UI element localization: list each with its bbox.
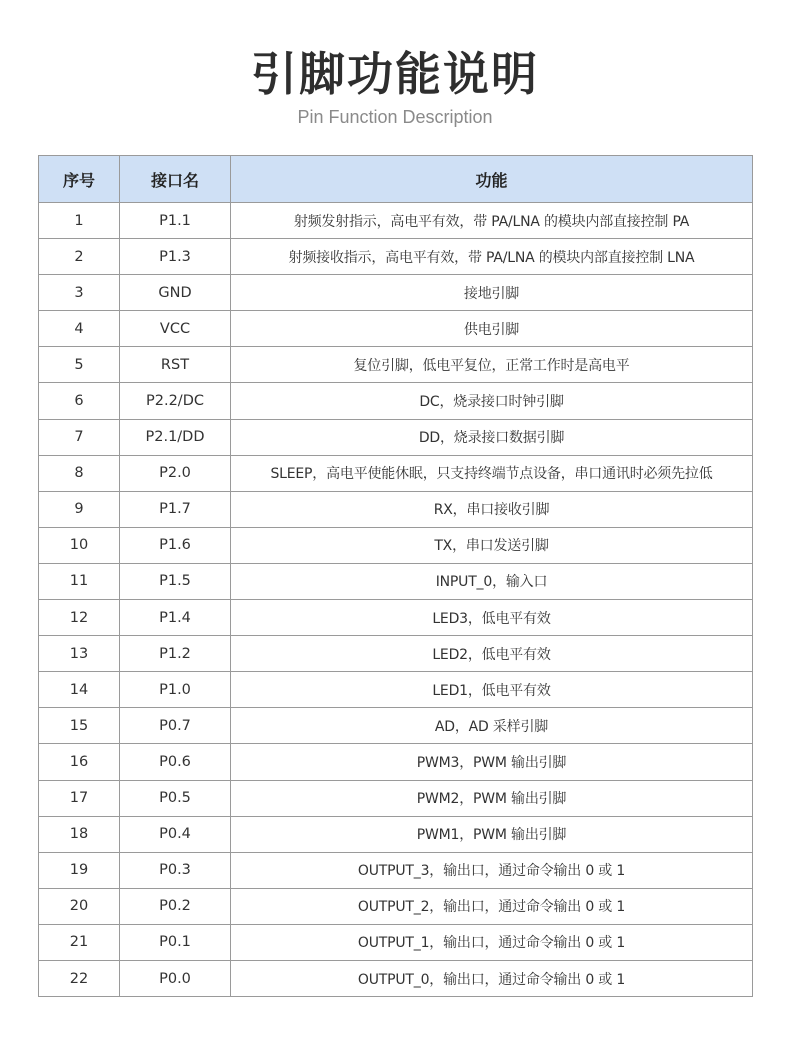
pin-index-cell: 7 (39, 419, 120, 455)
table-row (39, 347, 753, 383)
pin-name-cell: P0.1 (120, 924, 231, 960)
pin-function-cell: OUTPUT_3，输出口，通过命令输出 0 或 1 (231, 852, 753, 888)
pin-index-cell: 11 (39, 563, 120, 599)
pin-index-cell: 9 (39, 491, 120, 527)
table-row (39, 600, 753, 636)
pin-name-cell: P0.6 (120, 744, 231, 780)
pin-name-cell: P1.2 (120, 636, 231, 672)
table-row (39, 744, 753, 780)
table-row (39, 239, 753, 275)
pin-function-cell: 复位引脚，低电平复位，正常工作时是高电平 (231, 347, 753, 383)
pin-function-cell: PWM1，PWM 输出引脚 (231, 816, 753, 852)
pin-function-cell: DD，烧录接口数据引脚 (231, 419, 753, 455)
pin-function-cell: LED2，低电平有效 (231, 636, 753, 672)
pin-function-cell: PWM3，PWM 输出引脚 (231, 744, 753, 780)
pin-index-cell: 14 (39, 672, 120, 708)
pin-index-cell: 16 (39, 744, 120, 780)
table-row (39, 383, 753, 419)
pin-name-cell: RST (120, 347, 231, 383)
pin-index-cell: 12 (39, 600, 120, 636)
pin-function-cell: OUTPUT_2，输出口，通过命令输出 0 或 1 (231, 888, 753, 924)
pin-index-cell: 8 (39, 455, 120, 491)
table-row (39, 924, 753, 960)
table-row (39, 203, 753, 239)
table-row (39, 491, 753, 527)
table-row (39, 527, 753, 563)
pin-index-cell: 2 (39, 239, 120, 275)
pin-name-cell: P1.3 (120, 239, 231, 275)
table-row (39, 888, 753, 924)
table-row (39, 275, 753, 311)
pin-index-cell: 6 (39, 383, 120, 419)
pin-function-cell: 射频接收指示，高电平有效，带 PA/LNA 的模块内部直接控制 LNA (231, 239, 753, 275)
pin-name-cell: P0.5 (120, 780, 231, 816)
table-row (39, 672, 753, 708)
pin-name-cell: P1.4 (120, 600, 231, 636)
pin-index-cell: 15 (39, 708, 120, 744)
pin-function-cell: LED1，低电平有效 (231, 672, 753, 708)
pin-name-cell: P0.3 (120, 852, 231, 888)
pin-function-cell: AD，AD 采样引脚 (231, 708, 753, 744)
page-title: 引脚功能说明 (251, 47, 539, 101)
pin-index-cell: 19 (39, 852, 120, 888)
pin-name-cell: VCC (120, 311, 231, 347)
pin-name-cell: P1.6 (120, 527, 231, 563)
header-name: 接口名 (120, 156, 231, 203)
pin-index-cell: 4 (39, 311, 120, 347)
header-index: 序号 (39, 156, 120, 203)
pin-index-cell: 21 (39, 924, 120, 960)
pin-function-cell: INPUT_0，输入口 (231, 563, 753, 599)
pin-name-cell: P1.7 (120, 491, 231, 527)
pin-index-cell: 5 (39, 347, 120, 383)
pin-function-cell: TX，串口发送引脚 (231, 527, 753, 563)
header-function: 功能 (231, 156, 753, 203)
table-body (39, 203, 753, 997)
table-row (39, 852, 753, 888)
pin-index-cell: 13 (39, 636, 120, 672)
pin-function-cell: SLEEP，高电平使能休眠，只支持终端节点设备，串口通讯时必须先拉低 (231, 455, 753, 491)
pin-name-cell: P1.5 (120, 563, 231, 599)
table-row (39, 816, 753, 852)
pin-function-table (38, 155, 753, 997)
pin-name-cell: P0.0 (120, 960, 231, 996)
pin-name-cell: P2.2/DC (120, 383, 231, 419)
pin-index-cell: 10 (39, 527, 120, 563)
table-header-row (39, 156, 753, 203)
pin-name-cell: P0.7 (120, 708, 231, 744)
pin-function-cell: OUTPUT_1，输出口，通过命令输出 0 或 1 (231, 924, 753, 960)
pin-name-cell: GND (120, 275, 231, 311)
pin-function-cell: 接地引脚 (231, 275, 753, 311)
table-row (39, 960, 753, 996)
pin-index-cell: 1 (39, 203, 120, 239)
pin-index-cell: 17 (39, 780, 120, 816)
pin-name-cell: P1.1 (120, 203, 231, 239)
pin-name-cell: P0.4 (120, 816, 231, 852)
pin-function-cell: DC，烧录接口时钟引脚 (231, 383, 753, 419)
table-row (39, 708, 753, 744)
table-row (39, 311, 753, 347)
pin-function-cell: 供电引脚 (231, 311, 753, 347)
pin-function-cell: PWM2，PWM 输出引脚 (231, 780, 753, 816)
pin-function-cell: LED3，低电平有效 (231, 600, 753, 636)
pin-index-cell: 18 (39, 816, 120, 852)
pin-function-cell: OUTPUT_0，输出口，通过命令输出 0 或 1 (231, 960, 753, 996)
pin-name-cell: P2.1/DD (120, 419, 231, 455)
pin-name-cell: P1.0 (120, 672, 231, 708)
page-subtitle: Pin Function Description (297, 107, 493, 127)
table-row (39, 780, 753, 816)
pin-index-cell: 20 (39, 888, 120, 924)
pin-index-cell: 3 (39, 275, 120, 311)
pin-function-cell: 射频发射指示，高电平有效，带 PA/LNA 的模块内部直接控制 PA (231, 203, 753, 239)
pin-index-cell: 22 (39, 960, 120, 996)
table-row (39, 636, 753, 672)
table-row (39, 563, 753, 599)
pin-function-cell: RX，串口接收引脚 (231, 491, 753, 527)
table-row (39, 419, 753, 455)
pin-name-cell: P2.0 (120, 455, 231, 491)
pin-name-cell: P0.2 (120, 888, 231, 924)
table-row (39, 455, 753, 491)
